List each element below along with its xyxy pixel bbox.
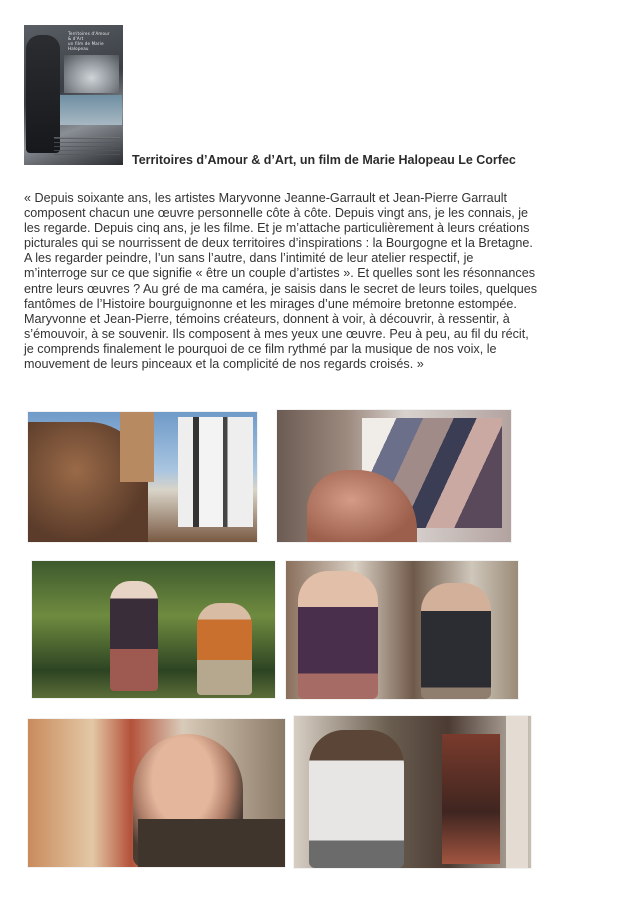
hand-painting-canvas-photo [277,410,511,542]
canvas-shape [442,734,500,864]
synopsis-line: Maryvonne et Jean-Pierre, témoins créateurs, donnent à voir, à découvrir, à ressentir, à [24,311,510,326]
poster-tree [64,55,119,93]
synopsis-line: fantômes de l’Histoire bourguignonne et les mirages d’une mémoire bretonne estompée. [24,296,517,311]
poster-figure [26,35,60,153]
painter-portrait-photo [28,719,285,867]
synopsis-paragraph [24,191,614,372]
synopsis-line: picturales qui se nourrissent de deux territoires d’inspirations : la Bourgogne et la Bretagne. [24,236,533,251]
man-figure [298,571,378,699]
poster-title-line: un film de Marie Halopeau [68,41,104,51]
synopsis-line: A les regarder peindre, l’un sans l’autre, dans l’intimité de leur atelier respectif, je [24,251,474,266]
page-title: Territoires d’Amour & d’Art, un film de Marie Halopeau Le Corfec [132,153,516,167]
synopsis-line: m’interroge sur ce que signifie « être un couple d’artistes ». Et quelles sont les résonnances [24,266,536,281]
easel-shape [506,716,528,868]
man-figure [110,581,158,691]
film-poster [24,25,123,165]
synopsis-line: composent chacun une œuvre personnelle côte à côte. Depuis vingt ans, je les connais, je [24,206,529,221]
poster-title-line: & d'Art [68,36,84,41]
woman-figure [309,730,404,868]
woman-figure [197,603,252,695]
synopsis-line: s’émouvoir, à se souvenir. Ils composent à mes yeux une œuvre. Peu à peu, au fil du récit, [24,326,529,341]
woman-figure [421,583,491,699]
coat-shape [138,819,285,867]
pillar-shape [120,412,154,482]
synopsis-line: « Depuis soixante ans, les artistes Maryvonne Jeanne-Garrault et Jean-Pierre Garrault [24,191,507,205]
couple-indoors-photo [286,561,518,699]
poster-title [68,31,120,51]
couple-in-garden-photo [32,561,275,698]
synopsis-line: entre leurs œuvres ? Au gré de ma caméra, je saisis dans le secret de leurs toiles, quelques [24,281,538,296]
synopsis-line: mouvement de leurs pinceaux et la complicité de nos regards croisés. » [24,357,424,372]
coastal-rocks-sculpture-photo [28,412,257,542]
poster-title-line: Territoires d'Amour [68,31,110,36]
sculpture-shape [178,417,253,527]
poster-sea [60,95,122,125]
woman-painting-photo [294,716,531,868]
synopsis-line: je comprends finalement le pourquoi de ce film rythmé par la musique de nos voix, le [24,341,497,356]
synopsis-line: les regarde. Depuis cinq ans, je les filme. Et je m’attache particulièrement à leurs créations [24,221,530,236]
poster-credits [54,137,120,158]
